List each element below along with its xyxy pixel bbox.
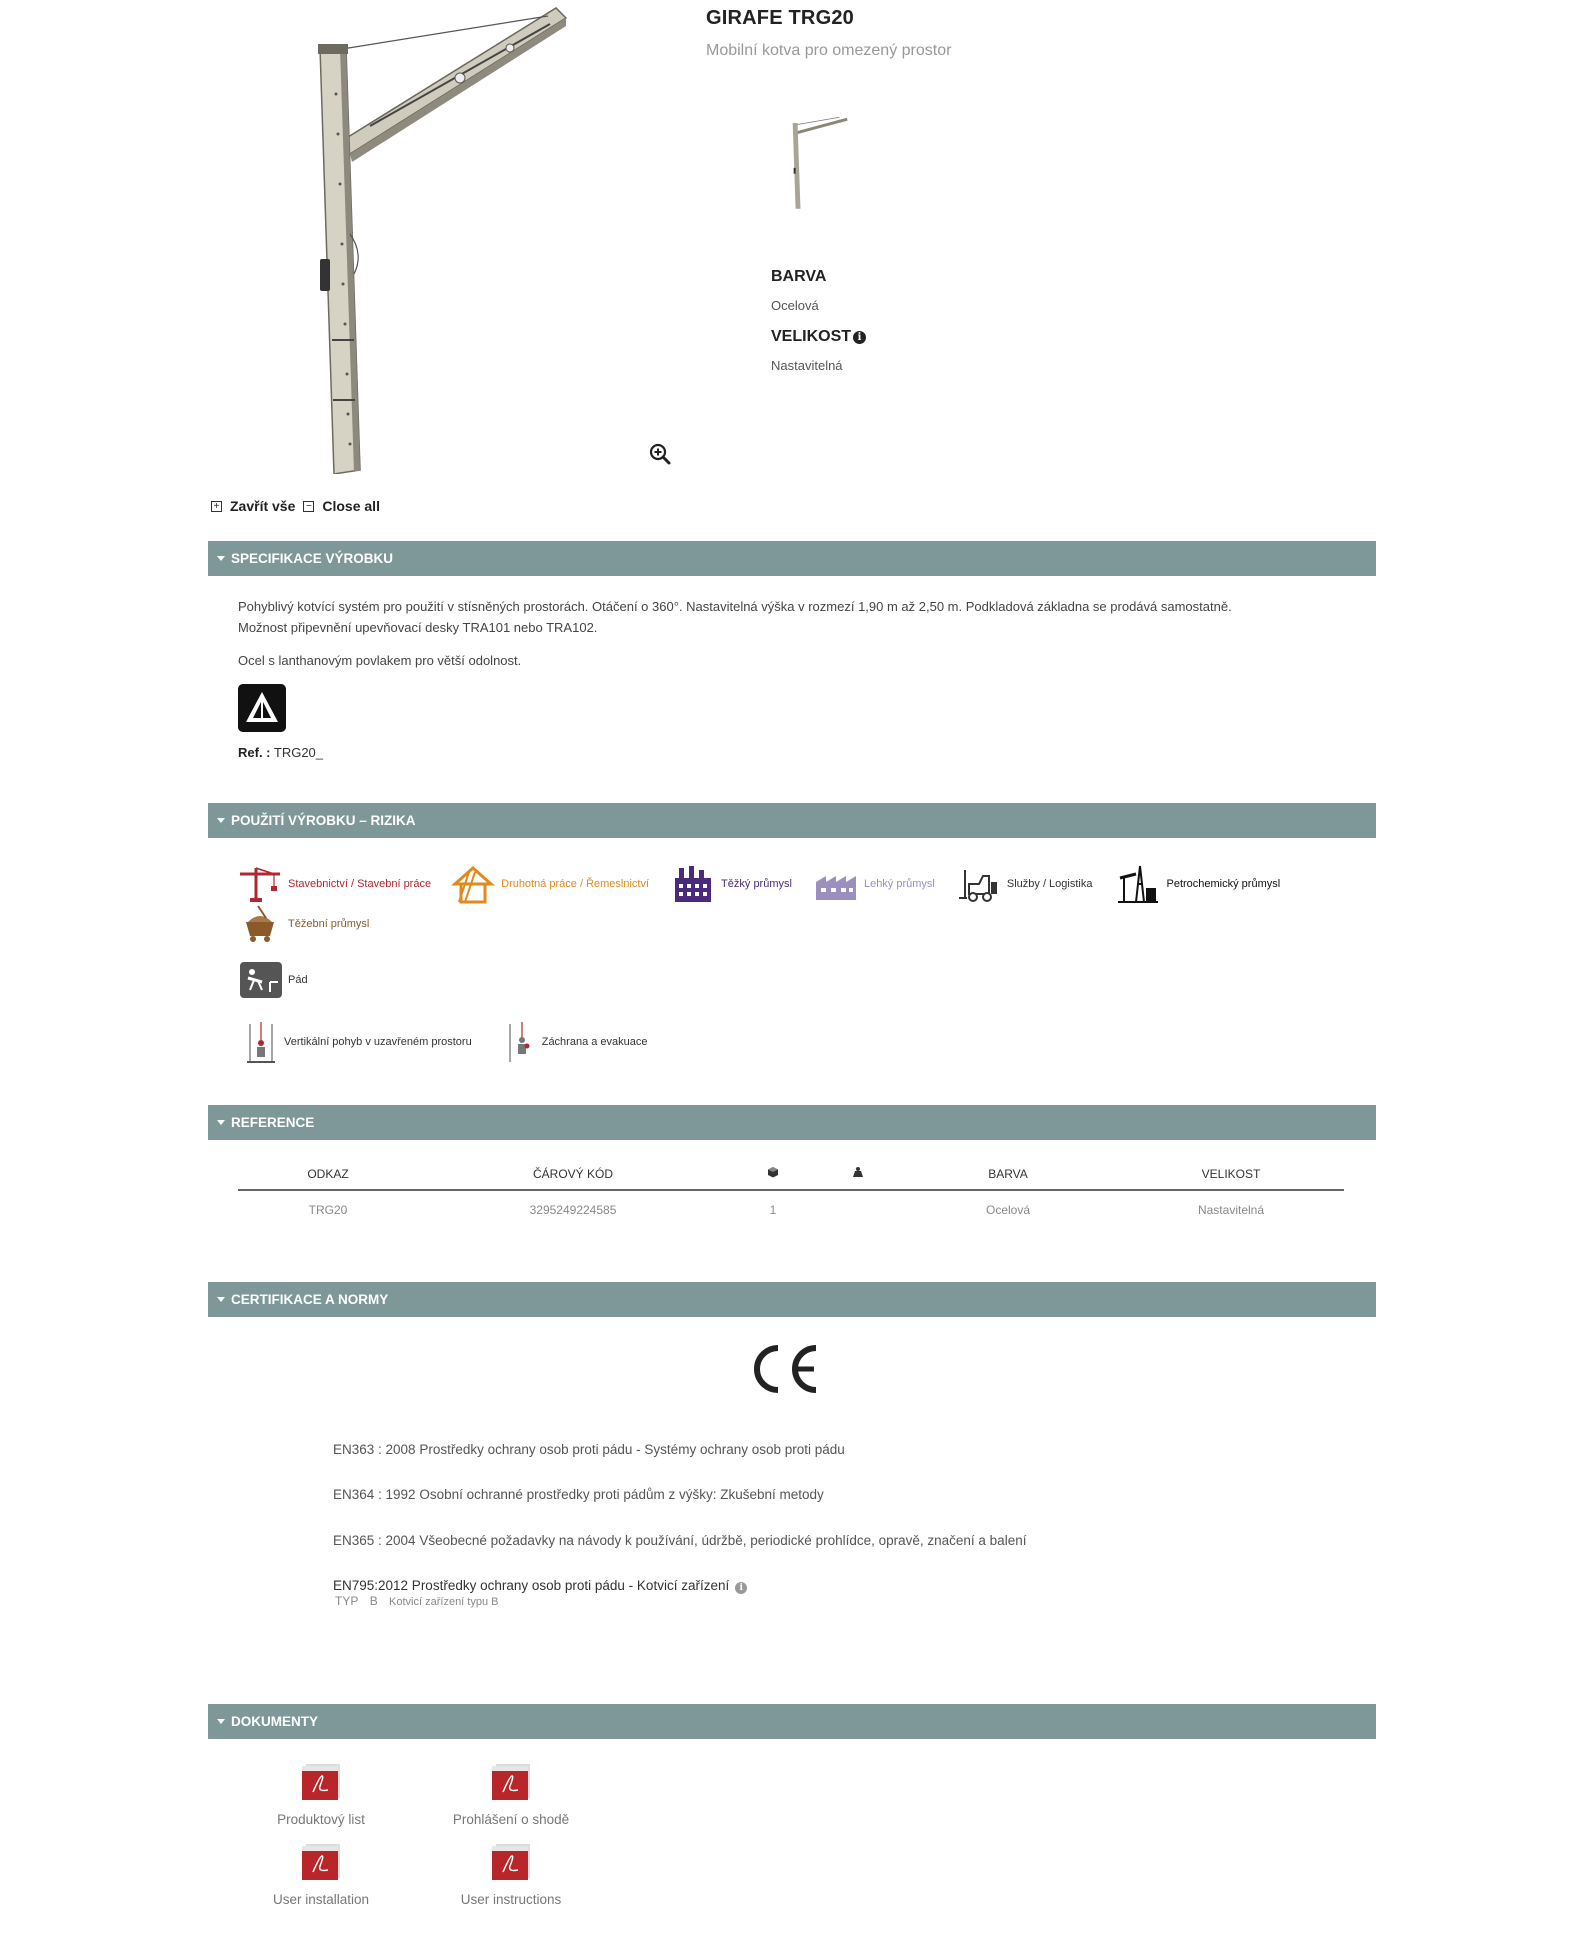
norm-en795-text: EN795:2012 Prostředky ochrany osob proti pádu - Kotvicí zařízení (333, 1578, 730, 1593)
sector-label: Těžký průmysl (721, 878, 792, 890)
caret-down-icon (217, 1120, 225, 1125)
col-barcode: ČÁROVÝ KÓD (418, 1158, 728, 1190)
cell-size: Nastavitelná (1197, 1202, 1265, 1217)
pdf-icon (488, 1762, 534, 1802)
plus-square-icon: + (211, 501, 222, 512)
col-ref: ODKAZ (238, 1158, 418, 1190)
cell-package: 1 (769, 1202, 777, 1217)
col-color: BARVA (898, 1158, 1118, 1190)
expand-all-label: Zavřít vše (230, 498, 296, 514)
forklift-icon (957, 864, 1001, 904)
weight-icon (852, 1166, 864, 1178)
pdf-icon (488, 1842, 534, 1882)
document-label: Prohlášení o shodě (452, 1812, 570, 1827)
norm-en363: EN363 : 2008 Prostředky ochrany osob proti pádu - Systémy ochrany osob proti pádu (333, 1442, 845, 1457)
zoom-in-icon[interactable] (648, 442, 672, 466)
norm-en364: EN364 : 1992 Osobní ochranné prostředky proti pádům z výšky: Zkušební metody (333, 1487, 824, 1502)
section-title-docs: DOKUMENTY (231, 1714, 318, 1729)
sector-construction (238, 864, 431, 904)
spec-paragraph-1: Pohyblivý kotvící systém pro použití v stísněných prostorách. Otáčení o 360°. Nastavitelná výška v rozmezí 1,90 m až 2,50 m. Podkladová základna se prodává samostatně. (238, 599, 1232, 614)
sector-label: Druhotná práce / Řemeslnictví (501, 878, 650, 890)
pdf-icon (298, 1762, 344, 1802)
sector-heavy-industry (671, 864, 792, 904)
document-user-installation[interactable] (241, 1842, 401, 1907)
spec-paragraph-2: Ocel s lanthanovým povlakem pro větší odolnost. (238, 653, 522, 668)
document-product-sheet[interactable] (241, 1762, 401, 1827)
sector-light-industry (814, 864, 935, 904)
expand-collapse-controls (211, 498, 388, 514)
expand-all-toggle[interactable] (211, 498, 295, 514)
oil-pump-icon (1116, 864, 1160, 904)
spec-paragraph-1b: Možnost připevnění upevňovací desky TRA101 nebo TRA102. (238, 620, 598, 635)
norm-type (335, 1594, 506, 1608)
section-header-usage[interactable] (208, 803, 1376, 838)
sector-petrochemical (1116, 864, 1280, 904)
collapse-all-label: Close all (322, 498, 380, 514)
vertical-movement-icon (244, 1020, 278, 1064)
minus-square-icon: − (303, 501, 314, 512)
size-value: Nastavitelná (771, 358, 843, 373)
rescue-icon (502, 1020, 536, 1064)
color-label: BARVA (771, 268, 827, 285)
section-header-spec[interactable] (208, 541, 1376, 576)
risk-list (240, 962, 308, 998)
activity-label: Záchrana a evakuace (541, 1036, 648, 1048)
product-thumbnail[interactable] (780, 110, 856, 214)
size-label-text: VELIKOST (771, 328, 852, 345)
risk-fall (240, 962, 308, 998)
activity-list (244, 1020, 648, 1064)
box-icon (767, 1166, 779, 1178)
sector-mining (238, 904, 369, 944)
fall-icon (240, 962, 282, 998)
activity-label: Vertikální pohyb v uzavřeném prostoru (284, 1036, 472, 1048)
heavy-factory-icon (671, 864, 715, 904)
activity-rescue (502, 1020, 648, 1064)
caret-down-icon (217, 1297, 225, 1302)
color-value: Ocelová (771, 298, 819, 313)
col-weight (818, 1158, 898, 1190)
cell-weight (818, 1190, 898, 1228)
product-subtitle: Mobilní kotva pro omezený prostor (706, 42, 952, 59)
reference-table (238, 1158, 1344, 1228)
spec-description (238, 596, 1348, 638)
sector-label: Lehký průmysl (863, 878, 935, 890)
sector-label: Služby / Logistika (1006, 878, 1093, 890)
ref-label: Ref. : (238, 745, 271, 760)
house-ladder-icon (451, 864, 495, 904)
cell-color: Ocelová (985, 1202, 1031, 1217)
mine-cart-icon (238, 904, 282, 944)
sector-label: Petrochemický průmysl (1166, 878, 1281, 890)
sector-list-2 (238, 904, 369, 944)
sector-label: Těžební průmysl (288, 918, 370, 930)
section-header-docs[interactable] (208, 1704, 1376, 1739)
size-label (771, 328, 866, 346)
section-title-usage: POUŽITÍ VÝROBKU – RIZIKA (231, 813, 416, 828)
product-title: GIRAFE TRG20 (706, 7, 854, 29)
activity-vertical-movement (244, 1020, 472, 1064)
col-package (728, 1158, 818, 1190)
table-header-row (238, 1158, 1344, 1190)
ce-mark-icon (746, 1342, 820, 1396)
document-label: Produktový list (277, 1812, 365, 1827)
section-header-reference[interactable] (208, 1105, 1376, 1140)
caret-down-icon (217, 1719, 225, 1724)
section-title-spec: SPECIFIKACE VÝROBKU (231, 551, 394, 566)
col-size: VELIKOST (1118, 1158, 1344, 1190)
reference-code (238, 745, 323, 760)
norm-en795 (333, 1578, 747, 1594)
brand-logo-icon (238, 684, 286, 732)
info-icon[interactable]: i (735, 1582, 747, 1594)
caret-down-icon (217, 556, 225, 561)
collapse-all-toggle[interactable] (303, 498, 380, 514)
light-factory-icon (814, 864, 858, 904)
type-description: Kotvicí zařízení typu B (389, 1596, 499, 1608)
table-row[interactable] (238, 1190, 1344, 1228)
sector-label: Stavebnictví / Stavební práce (288, 878, 432, 890)
document-label: User installation (272, 1892, 370, 1907)
document-label: User instructions (460, 1892, 562, 1907)
document-declaration[interactable] (431, 1762, 591, 1827)
info-icon[interactable]: i (853, 331, 866, 344)
sector-crafts (451, 864, 649, 904)
section-header-cert[interactable] (208, 1282, 1376, 1317)
document-user-instructions[interactable] (431, 1842, 591, 1907)
risk-label: Pád (288, 974, 308, 986)
cell-ref: TRG20 (308, 1202, 348, 1217)
caret-down-icon (217, 818, 225, 823)
norm-en365: EN365 : 2004 Všeobecné požadavky na návody k používání, údržbě, periodické prohlídce, opravě, značení a balení (333, 1533, 1027, 1548)
pdf-icon (298, 1842, 344, 1882)
type-value: B (369, 1594, 378, 1608)
section-title-reference: REFERENCE (231, 1115, 315, 1130)
product-image[interactable] (310, 4, 580, 474)
sector-logistics (957, 864, 1093, 904)
type-label: TYP (335, 1594, 359, 1608)
section-title-cert: CERTIFIKACE A NORMY (231, 1292, 389, 1307)
crane-icon (238, 864, 282, 904)
ref-value: TRG20_ (273, 745, 324, 760)
cell-barcode: 3295249224585 (529, 1202, 617, 1217)
sector-list (238, 864, 1280, 904)
